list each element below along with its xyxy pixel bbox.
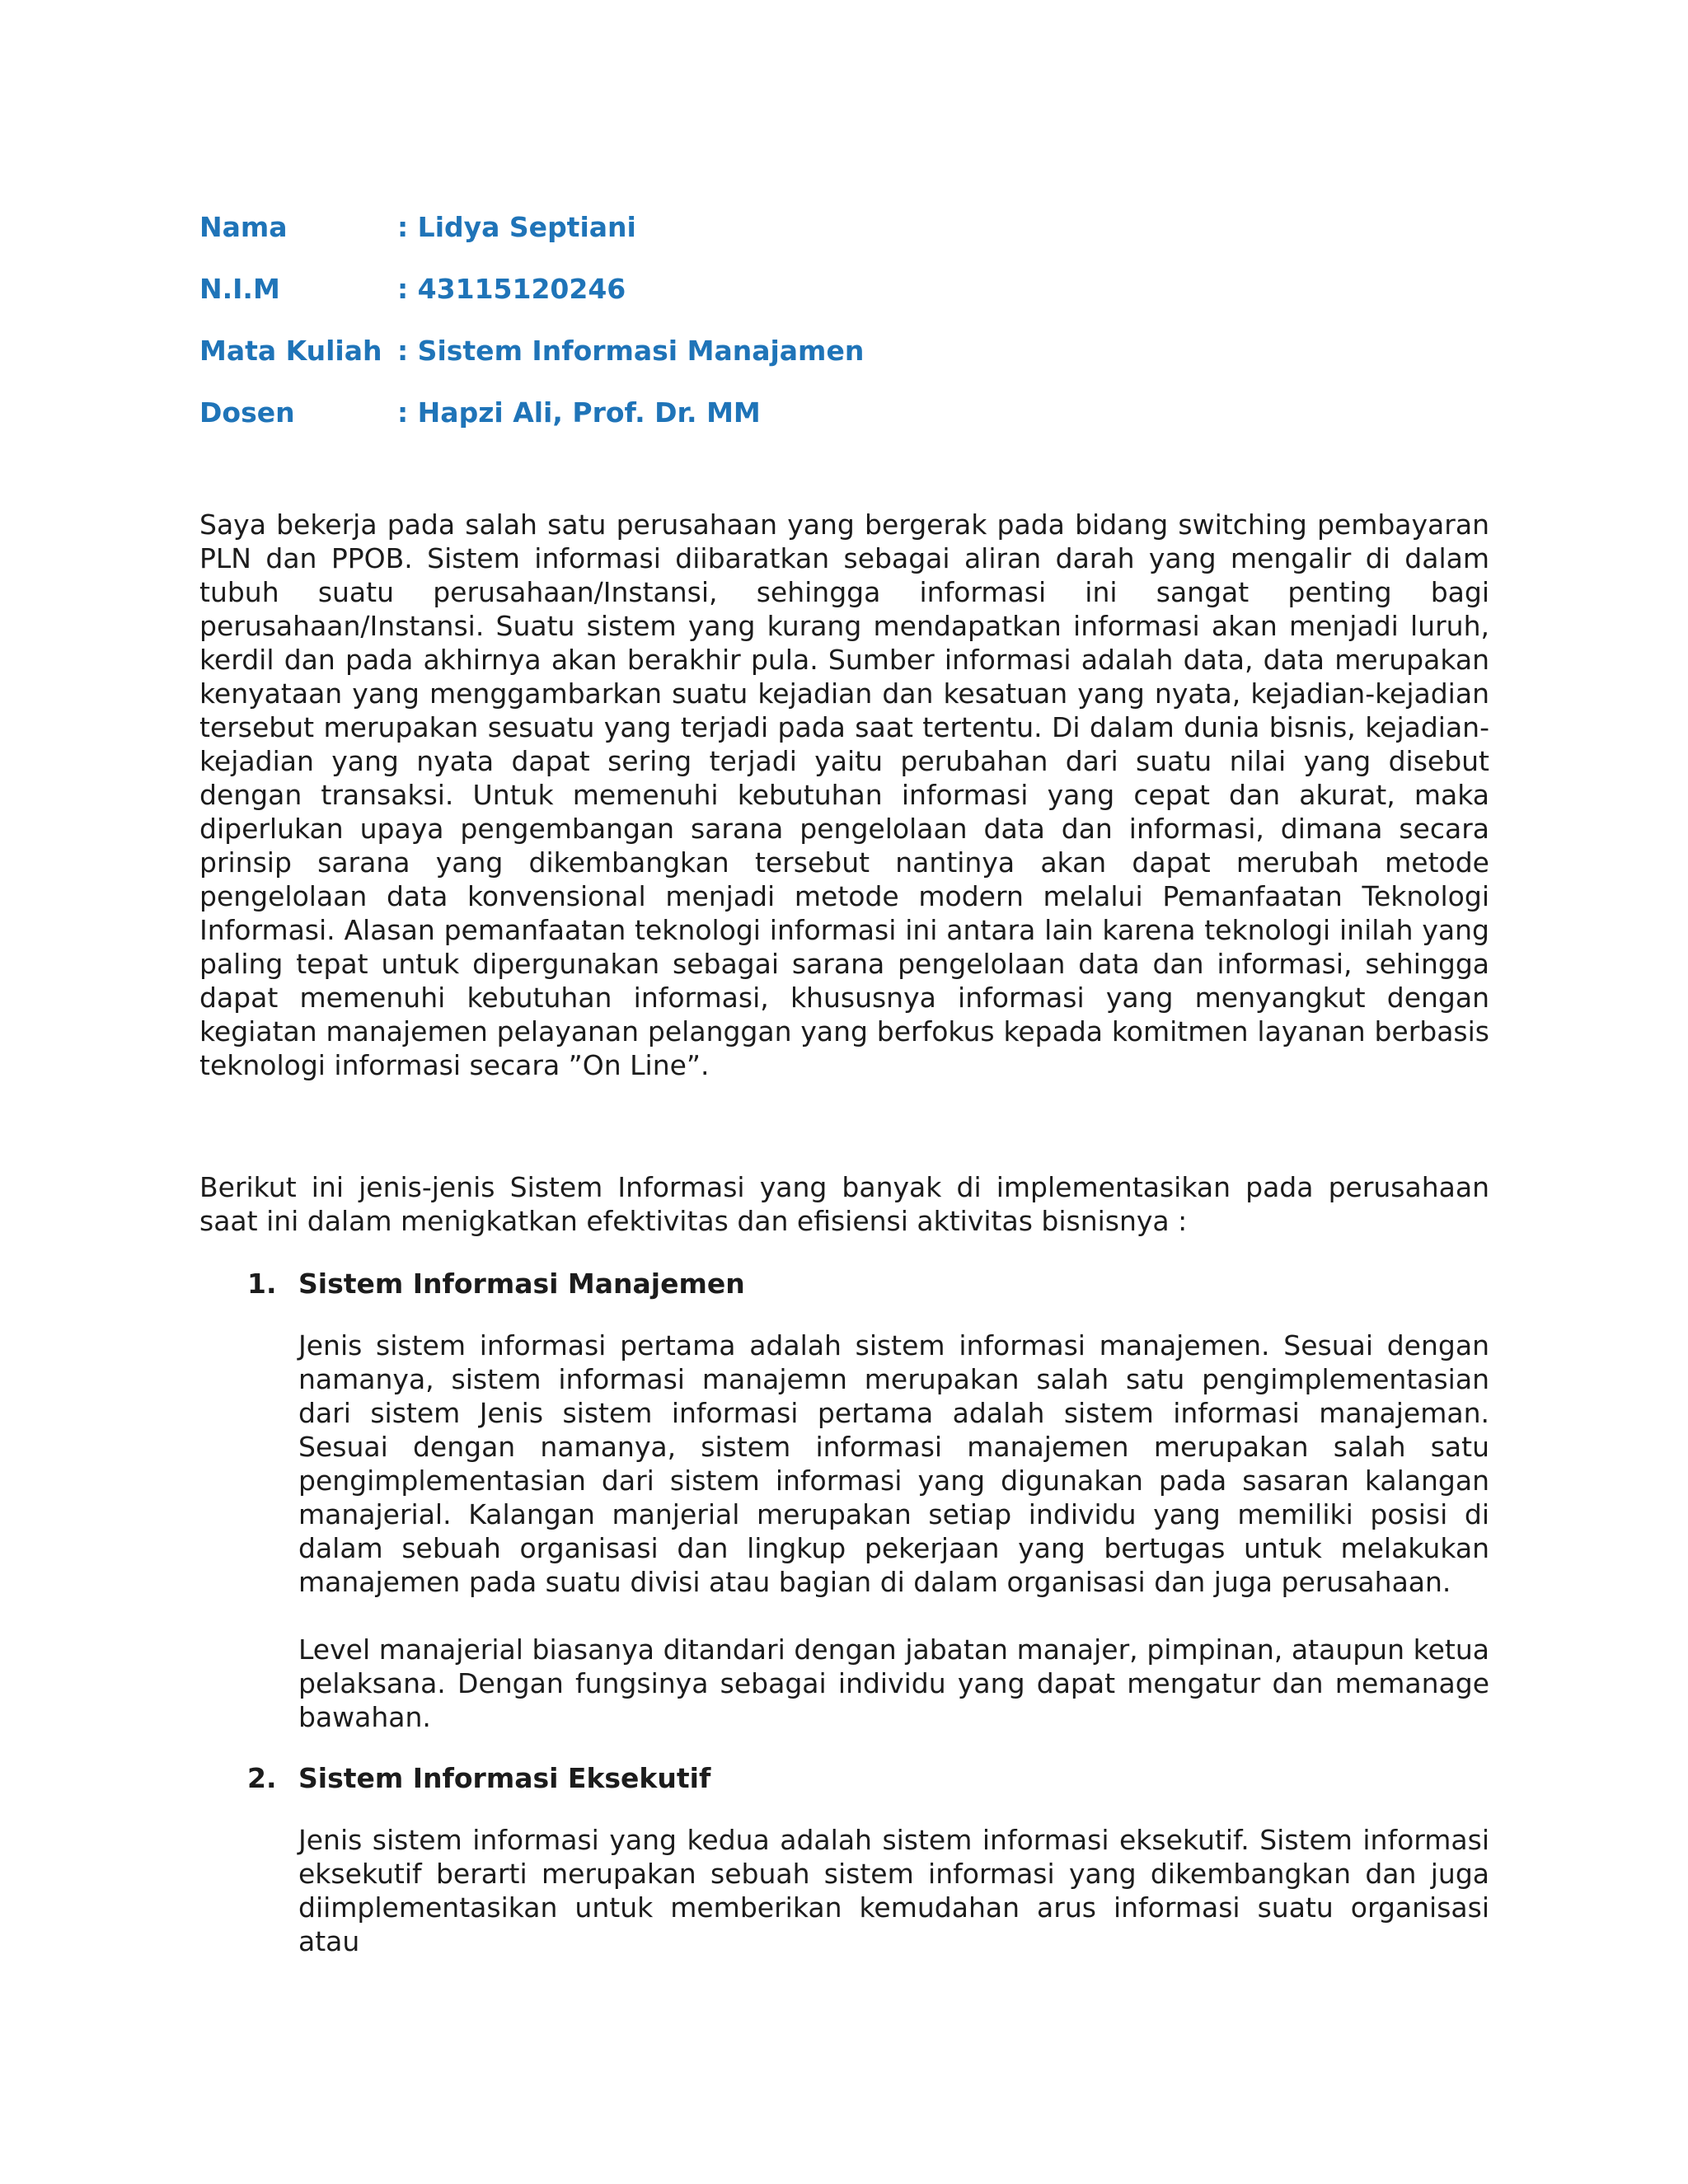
info-row-course — [199, 320, 1518, 382]
info-label: Nama — [199, 211, 288, 243]
list-intro-paragraph: Berikut ini jenis-jenis Sistem Informasi yang banyak di implementasikan pada perusahaan saat ini dalam menigkatkan efektivitas dan efisiensi aktivitas bisnisnya : — [199, 1171, 1489, 1237]
info-label: Dosen — [199, 396, 295, 429]
info-row-nim — [199, 258, 1518, 320]
info-value: : Sistem Informasi Manajamen — [397, 335, 865, 367]
info-row-lecturer — [199, 382, 1518, 443]
student-info-header — [199, 196, 1518, 443]
list-item-paragraph: Jenis sistem informasi yang kedua adalah sistem informasi eksekutif. Sistem informasi eksekutif berarti merupakan sebuah sistem informasi yang dikembangkan dan juga diimplementasikan untuk memberikan kemudahan arus informasi suatu organisasi atau — [298, 1824, 1489, 1957]
info-label: Mata Kuliah — [199, 335, 382, 367]
list-item — [199, 1761, 1489, 1958]
info-value: : Lidya Septiani — [397, 211, 636, 243]
list-item-title: Sistem Informasi Eksekutif — [298, 1762, 711, 1794]
list-item-paragraph: Level manajerial biasanya ditandari dengan jabatan manajer, pimpinan, ataupun ketua pelaksana. Dengan fungsinya sebagai individu yang dapat mengatur dan memanage bawahan. — [298, 1633, 1489, 1733]
info-row-name — [199, 196, 1518, 258]
info-label: N.I.M — [199, 273, 280, 305]
list-item-number: 1. — [247, 1268, 277, 1300]
intro-paragraph: Saya bekerja pada salah satu perusahaan yang bergerak pada bidang switching pembayaran PLN dan PPOB. Sistem informasi diibaratkan sebagai aliran darah yang mengalir di dalam tubuh suatu perusahaan/Instansi, sehingga informasi ini sangat penting bagi perusahaan/Instansi. Suatu sistem yang kurang mendapatkan informasi akan menjadi luruh, kerdil dan pada akhirnya akan berakhir pula. Sumber informasi adalah data, data merupakan kenyataan yang menggambarkan suatu kejadian dan kesatuan yang nyata, kejadian-kejadian tersebut merupakan sesuatu yang terjadi pada saat tertentu. Di dalam dunia bisnis, kejadian-kejadian yang nyata dapat sering terjadi yaitu perubahan dari suatu nilai yang disebut dengan transaksi. Untuk memenuhi kebutuhan informasi yang cepat dan akurat, maka diperlukan upaya pengembangan sarana pengelolaan data dan informasi, dimana secara prinsip sarana yang dikembangkan tersebut nantinya akan dapat merubah metode pengelolaan data konvensional menjadi metode modern melalui Pemanfaatan Teknologi Informasi. Alasan pemanfaatan teknologi informasi ini antara lain karena teknologi inilah yang paling tepat untuk dipergunakan sebagai sarana pengelolaan data dan informasi, sehingga dapat memenuhi kebutuhan informasi, khususnya informasi yang menyangkut dengan kegiatan manajemen pelayanan pelanggan yang berfokus kepada komitmen layanan berbasis teknologi informasi secara ”On Line”. — [199, 509, 1489, 1081]
list-item — [199, 1267, 1489, 1734]
list-item-paragraph: Jenis sistem informasi pertama adalah sistem informasi manajemen. Sesuai dengan namanya, sistem informasi manajemn merupakan salah satu pengimplementasian dari sistem Jenis sistem informasi pertama adalah sistem informasi manajeman. Sesuai dengan namanya, sistem informasi manajemen merupakan salah satu pengimplementasian dari sistem informasi yang digunakan pada sasaran kalangan manajerial. Kalangan manjerial merupakan setiap individu yang memiliki posisi di dalam sebuah organisasi dan lingkup pekerjaan yang bertugas untuk melakukan manajemen pada suatu divisi atau bagian di dalam organisasi dan juga perusahaan. — [298, 1329, 1489, 1598]
info-value: : 43115120246 — [397, 273, 626, 305]
list-item-number: 2. — [247, 1762, 277, 1794]
list-item-heading — [199, 1267, 1489, 1301]
list-item-title: Sistem Informasi Manajemen — [298, 1268, 745, 1300]
info-value: : Hapzi Ali, Prof. Dr. MM — [397, 396, 761, 429]
list-item-heading — [199, 1761, 1489, 1795]
